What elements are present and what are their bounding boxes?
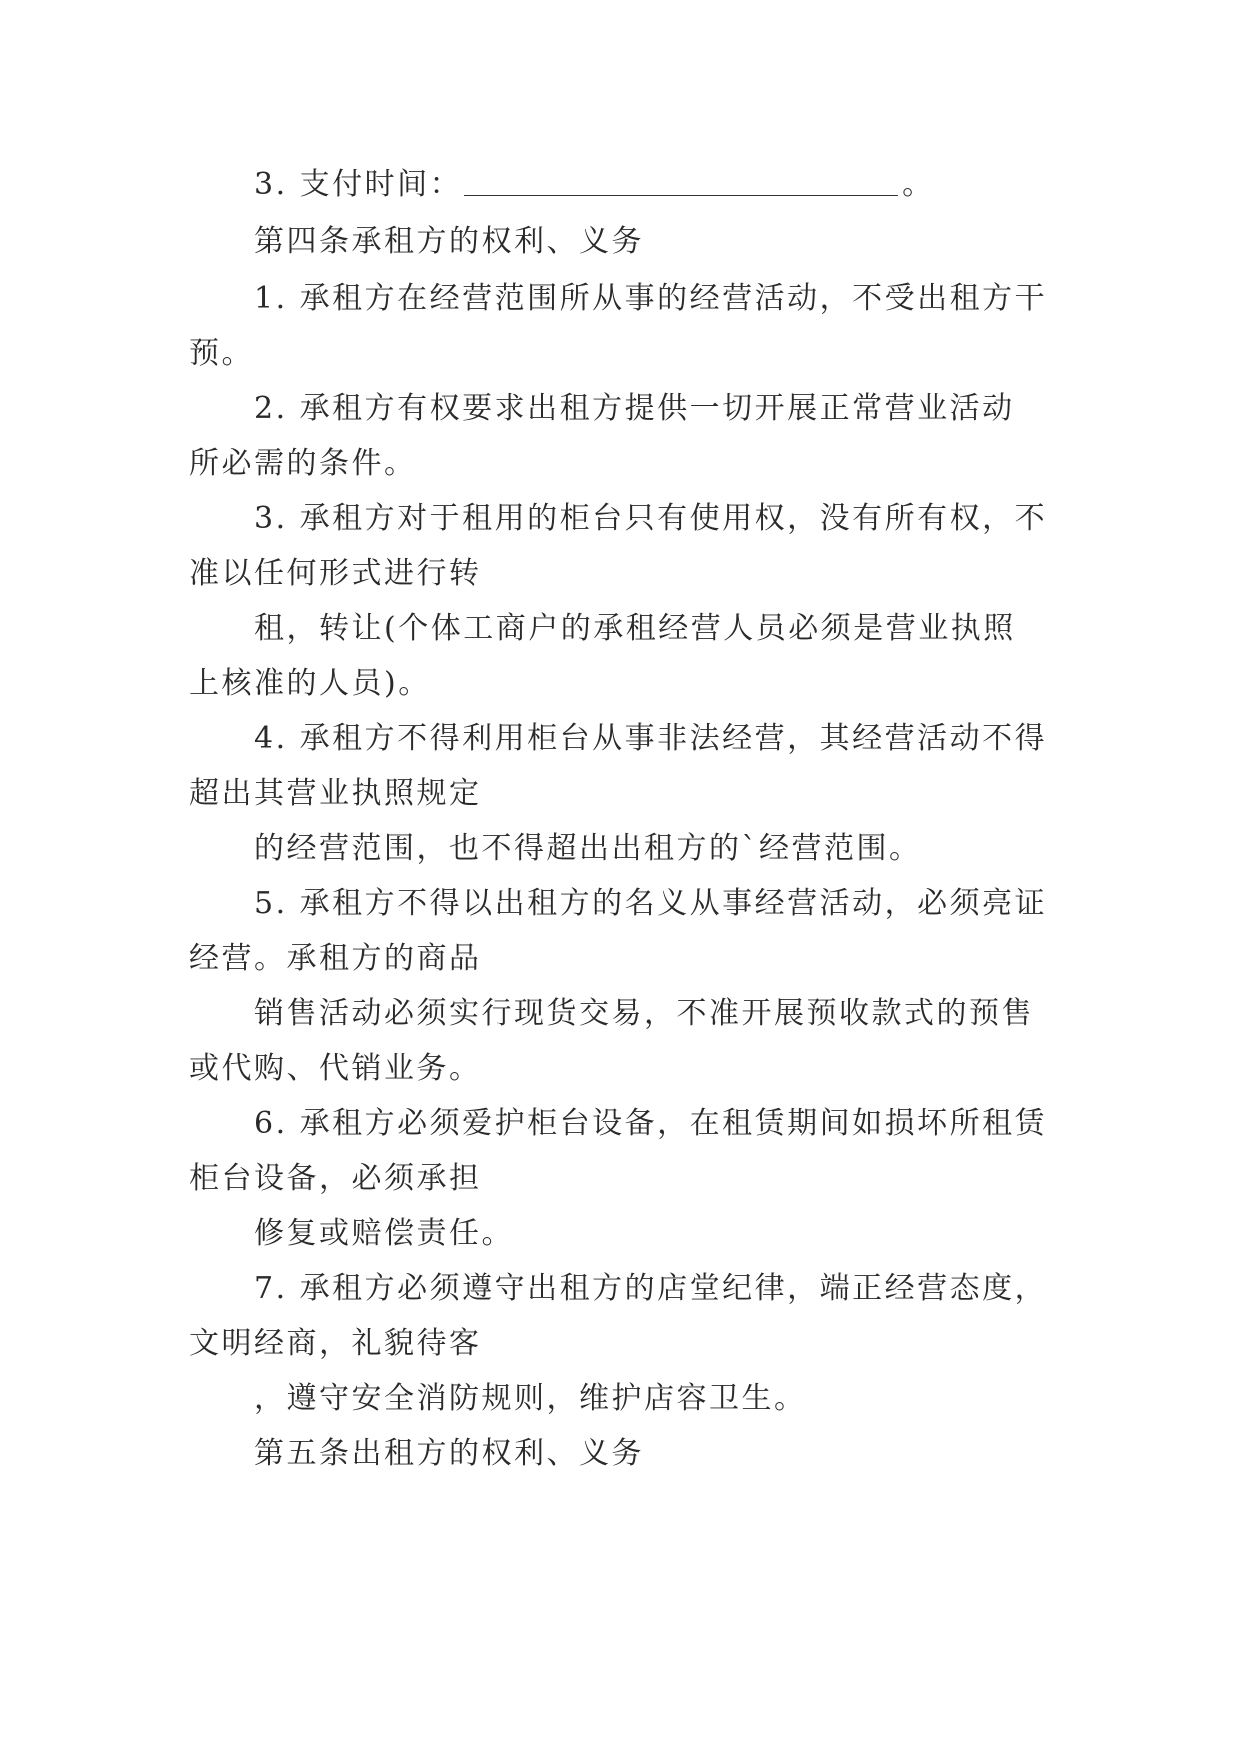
paragraph-line: 超出其营业执照规定 (189, 776, 482, 811)
paragraph-line: 7. 承租方必须遵守出租方的店堂纪律，端正经营态度， (254, 1271, 1048, 1306)
paragraph-line: 上核准的人员)。 (189, 666, 431, 701)
paragraph-line: 3. 承租方对于租用的柜台只有使用权，没有所有权，不 (254, 501, 1048, 536)
paragraph-line: 2. 承租方有权要求出租方提供一切开展正常营业活动 (254, 391, 1015, 426)
paragraph-line: 所必需的条件。 (189, 446, 417, 481)
paragraph-line: ，遵守安全消防规则，维护店容卫生。 (254, 1381, 807, 1416)
paragraph-line: 4. 承租方不得利用柜台从事非法经营，其经营活动不得 (254, 721, 1048, 756)
article-five-heading: 第五条出租方的权利、义务 (254, 1436, 644, 1471)
paragraph-line: 5. 承租方不得以出租方的名义从事经营活动，必须亮证 (254, 886, 1048, 921)
payment-time-line (254, 165, 935, 205)
paragraph-line: 经营。承租方的商品 (189, 941, 482, 976)
paragraph-line: 销售活动必须实行现货交易，不准开展预收款式的预售 (254, 996, 1034, 1031)
paragraph-line: 文明经商，礼貌待客 (189, 1326, 482, 1361)
paragraph-line: 修复或赔偿责任。 (254, 1216, 514, 1251)
paragraph-line: 的经营范围，也不得超出出租方的`经营范围。 (254, 831, 922, 866)
paragraph-line: 租，转让(个体工商户的承租经营人员必须是营业执照 (254, 611, 1016, 646)
paragraph-line: 6. 承租方必须爱护柜台设备，在租赁期间如损坏所租赁 (254, 1106, 1048, 1141)
payment-time-end: 。 (902, 167, 935, 202)
paragraph-line: 1. 承租方在经营范围所从事的经营活动，不受出租方干 (254, 281, 1048, 316)
payment-time-label: 3. 支付时间： (254, 167, 463, 202)
paragraph-line: 预。 (189, 336, 254, 371)
paragraph-line: 准以任何形式进行转 (189, 556, 482, 591)
article-four-heading: 第四条承租方的权利、义务 (254, 224, 644, 259)
payment-time-blank (464, 165, 898, 196)
paragraph-line: 柜台设备，必须承担 (189, 1161, 482, 1196)
paragraph-line: 或代购、代销业务。 (189, 1051, 482, 1086)
